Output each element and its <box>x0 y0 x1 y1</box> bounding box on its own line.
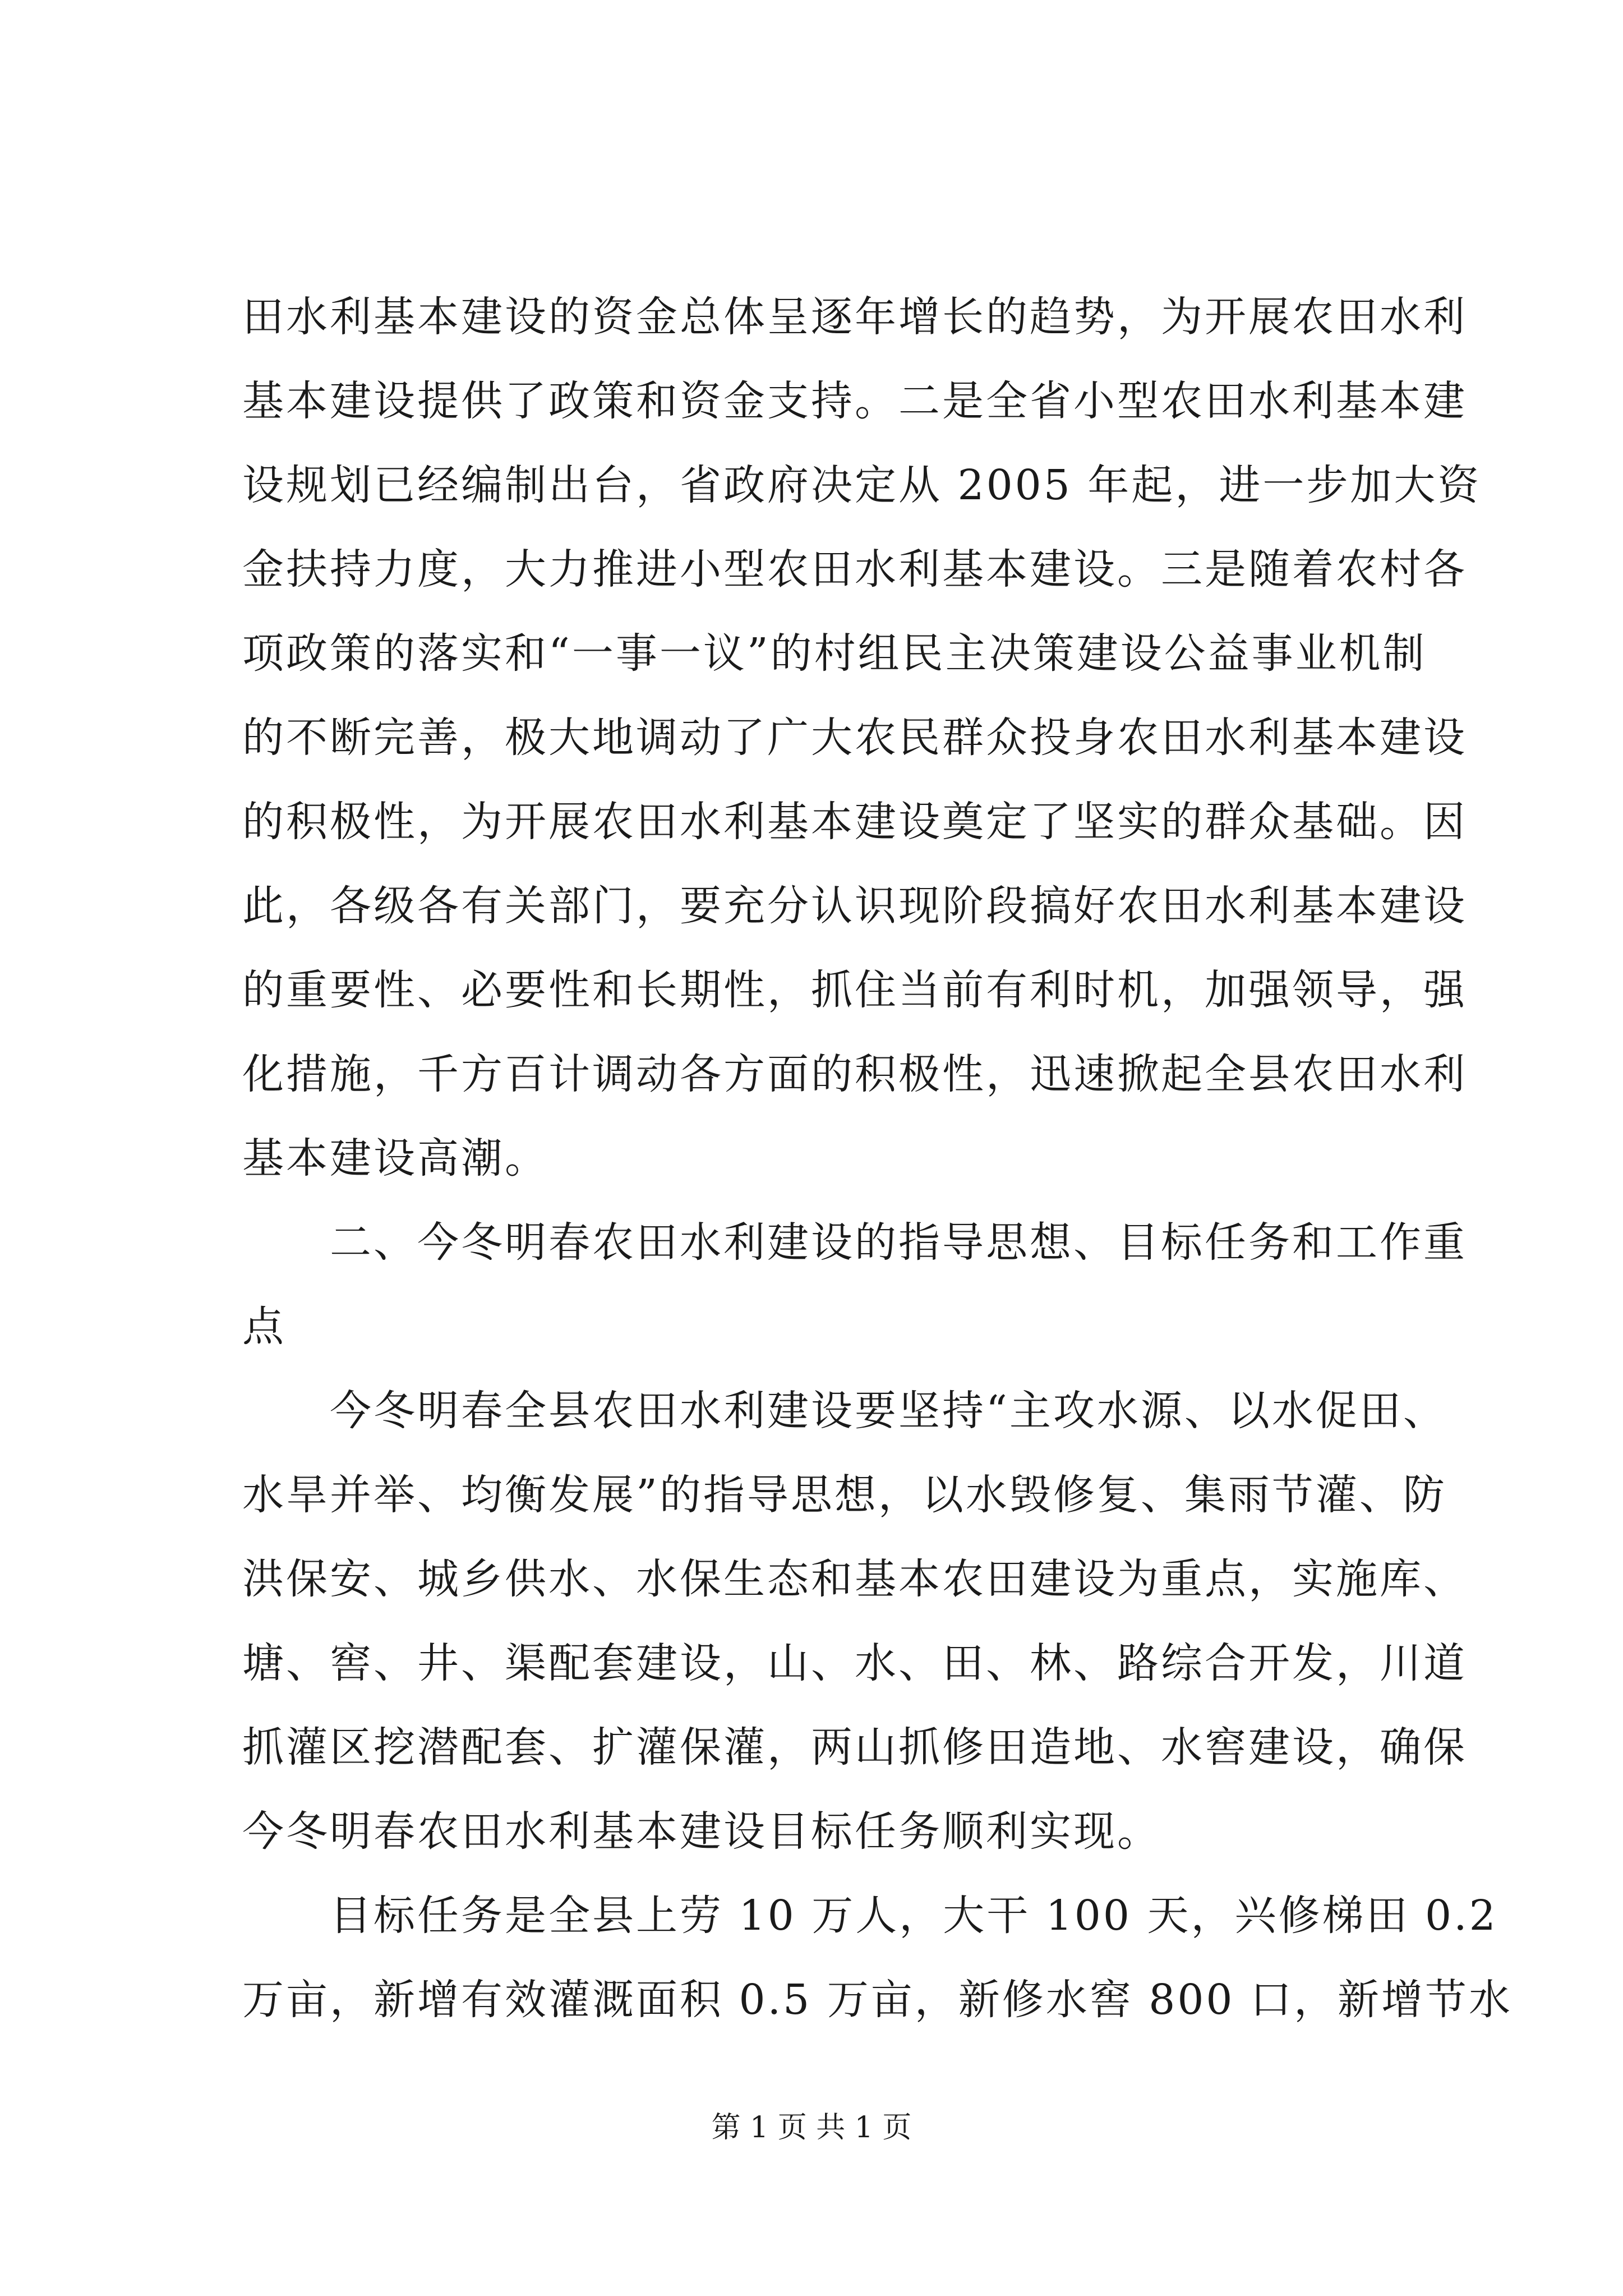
text-line: 目标任务是全县上劳 10 万人，大干 100 天，兴修梯田 0.2 <box>242 1892 1498 1940</box>
text-line: 化措施，千方百计调动各方面的积极性，迅速掀起全县农田水利 <box>242 1050 1467 1098</box>
text-line: 洪保安、城乡供水、水保生态和基本农田建设为重点，实施库、 <box>242 1555 1467 1603</box>
text-line: 基本建设提供了政策和资金支持。二是全省小型农田水利基本建 <box>242 377 1467 425</box>
section-heading-line: 二、今冬明春农田水利建设的指导思想、目标任务和工作重 <box>242 1218 1467 1267</box>
section-heading-line: 点 <box>242 1303 286 1351</box>
text-line: 的重要性、必要性和长期性，抓住当前有利时机，加强领导，强 <box>242 966 1467 1014</box>
body-text <box>242 275 1513 2042</box>
text-line: 金扶持力度，大力推进小型农田水利基本建设。三是随着农村各 <box>242 545 1467 593</box>
text-line: 项政策的落实和“一事一议”的村组民主决策建设公益事业机制 <box>242 629 1427 678</box>
text-line: 此，各级各有关部门，要充分认识现阶段搞好农田水利基本建设 <box>242 882 1467 930</box>
text-line: 的不断完善，极大地调动了广大农民群众投身农田水利基本建设 <box>242 714 1467 762</box>
text-line: 塘、窖、井、渠配套建设，山、水、田、林、路综合开发，川道 <box>242 1639 1467 1687</box>
text-line: 设规划已经编制出台，省政府决定从 2005 年起，进一步加大资 <box>242 461 1482 509</box>
text-line: 万亩，新增有效灌溉面积 0.5 万亩，新修水窖 800 口，新增节水 <box>242 1976 1513 2024</box>
text-line: 的积极性，为开展农田水利基本建设奠定了坚实的群众基础。因 <box>242 798 1467 846</box>
text-line: 今冬明春农田水利基本建设目标任务顺利实现。 <box>242 1807 1161 1856</box>
page-footer: 第 1 页 共 1 页 <box>711 2111 912 2145</box>
text-line: 今冬明春全县农田水利建设要坚持“主攻水源、以水促田、 <box>242 1387 1447 1435</box>
text-line: 田水利基本建设的资金总体呈逐年增长的趋势，为开展农田水利 <box>242 293 1467 341</box>
text-line: 水旱并举、均衡发展”的指导思想，以水毁修复、集雨节灌、防 <box>242 1471 1447 1519</box>
text-line: 抓灌区挖潜配套、扩灌保灌，两山抓修田造地、水窖建设，确保 <box>242 1723 1467 1772</box>
text-line: 基本建设高潮。 <box>242 1134 548 1182</box>
